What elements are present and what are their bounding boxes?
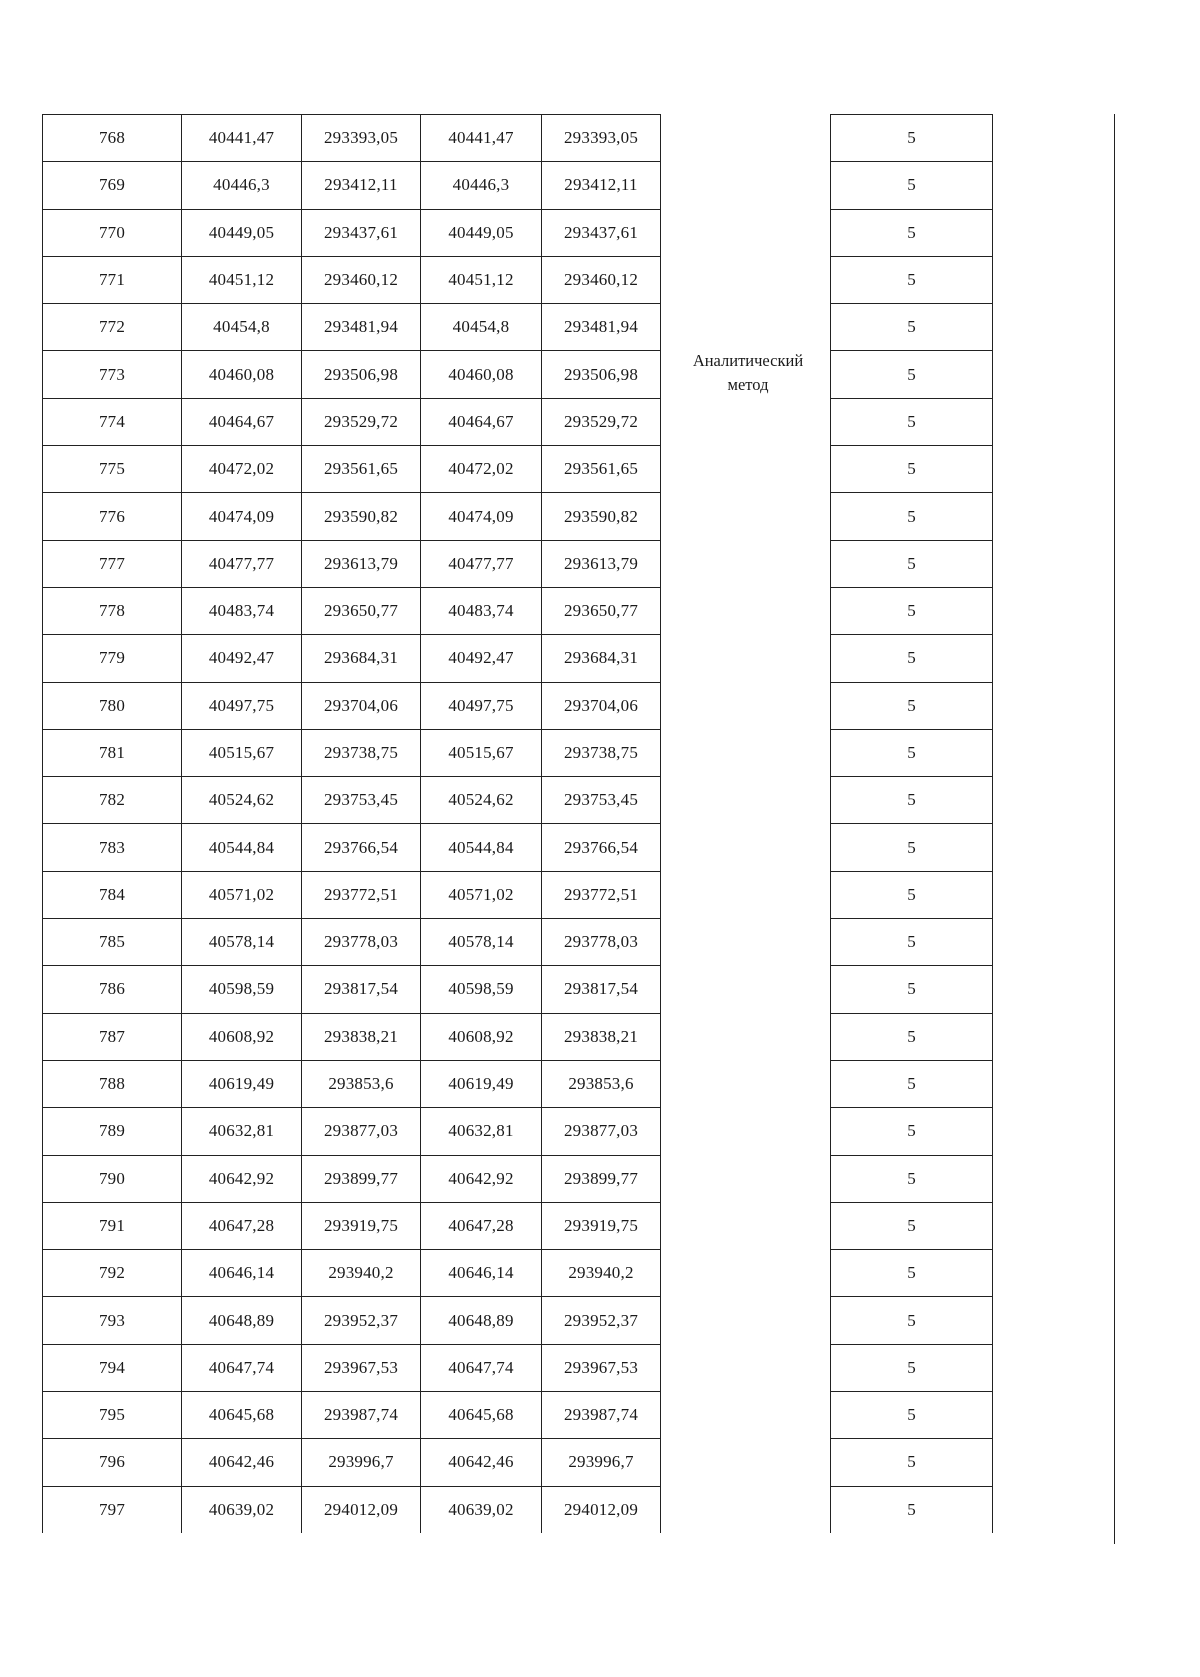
point-number-cell: 771 <box>43 256 182 303</box>
specified-x-cell: 40474,09 <box>421 493 542 540</box>
accuracy-row <box>831 682 993 729</box>
accuracy-cell: 5 <box>831 1108 993 1155</box>
accuracy-row <box>831 540 993 587</box>
specified-y-cell: 293684,31 <box>542 635 661 682</box>
existing-y-cell: 293899,77 <box>302 1155 421 1202</box>
specified-x-cell: 40451,12 <box>421 256 542 303</box>
coordinates-table-body <box>43 115 661 1533</box>
specified-y-cell: 293778,03 <box>542 919 661 966</box>
accuracy-row <box>831 729 993 776</box>
accuracy-cell: 5 <box>831 209 993 256</box>
table-row <box>43 1344 661 1391</box>
table-row <box>43 919 661 966</box>
accuracy-cell: 5 <box>831 1202 993 1249</box>
existing-x-cell: 40578,14 <box>182 919 302 966</box>
specified-x-cell: 40464,67 <box>421 398 542 445</box>
point-number-cell: 795 <box>43 1392 182 1439</box>
existing-y-cell: 294012,09 <box>302 1486 421 1533</box>
existing-y-cell: 293853,6 <box>302 1060 421 1107</box>
point-number-cell: 783 <box>43 824 182 871</box>
existing-y-cell: 293590,82 <box>302 493 421 540</box>
point-number-cell: 778 <box>43 587 182 634</box>
existing-x-cell: 40441,47 <box>182 115 302 162</box>
point-number-cell: 781 <box>43 729 182 776</box>
existing-x-cell: 40464,67 <box>182 398 302 445</box>
existing-y-cell: 293766,54 <box>302 824 421 871</box>
specified-x-cell: 40571,02 <box>421 871 542 918</box>
specified-y-cell: 293940,2 <box>542 1250 661 1297</box>
accuracy-cell: 5 <box>831 351 993 398</box>
specified-x-cell: 40648,89 <box>421 1297 542 1344</box>
specified-y-cell: 293704,06 <box>542 682 661 729</box>
specified-y-cell: 293590,82 <box>542 493 661 540</box>
existing-x-cell: 40472,02 <box>182 446 302 493</box>
point-number-cell: 768 <box>43 115 182 162</box>
specified-y-cell: 293481,94 <box>542 304 661 351</box>
table-row <box>43 1439 661 1486</box>
existing-x-cell: 40571,02 <box>182 871 302 918</box>
accuracy-cell: 5 <box>831 256 993 303</box>
table-row <box>43 824 661 871</box>
point-number-cell: 796 <box>43 1439 182 1486</box>
accuracy-row <box>831 209 993 256</box>
table-row <box>43 635 661 682</box>
specified-y-cell: 293952,37 <box>542 1297 661 1344</box>
specified-x-cell: 40608,92 <box>421 1013 542 1060</box>
specified-x-cell: 40647,28 <box>421 1202 542 1249</box>
accuracy-cell: 5 <box>831 115 993 162</box>
specified-x-cell: 40446,3 <box>421 162 542 209</box>
table-row <box>43 1108 661 1155</box>
point-number-cell: 770 <box>43 209 182 256</box>
existing-y-cell: 293506,98 <box>302 351 421 398</box>
specified-y-cell: 293987,74 <box>542 1392 661 1439</box>
accuracy-row <box>831 824 993 871</box>
point-number-cell: 774 <box>43 398 182 445</box>
existing-y-cell: 293817,54 <box>302 966 421 1013</box>
existing-y-cell: 293650,77 <box>302 587 421 634</box>
specified-x-cell: 40497,75 <box>421 682 542 729</box>
accuracy-row <box>831 1155 993 1202</box>
table-row <box>43 1202 661 1249</box>
specified-y-cell: 293817,54 <box>542 966 661 1013</box>
existing-y-cell: 293877,03 <box>302 1108 421 1155</box>
accuracy-row <box>831 635 993 682</box>
point-number-cell: 769 <box>43 162 182 209</box>
table-row <box>43 777 661 824</box>
coordinates-table <box>42 114 661 1533</box>
accuracy-row <box>831 398 993 445</box>
table-row <box>43 871 661 918</box>
specified-x-cell: 40642,92 <box>421 1155 542 1202</box>
table-row <box>43 115 661 162</box>
specified-x-cell: 40639,02 <box>421 1486 542 1533</box>
accuracy-cell: 5 <box>831 162 993 209</box>
accuracy-cell: 5 <box>831 304 993 351</box>
specified-x-cell: 40472,02 <box>421 446 542 493</box>
existing-y-cell: 293996,7 <box>302 1439 421 1486</box>
existing-y-cell: 293481,94 <box>302 304 421 351</box>
accuracy-row <box>831 304 993 351</box>
table-row <box>43 729 661 776</box>
existing-y-cell: 293919,75 <box>302 1202 421 1249</box>
specified-x-cell: 40646,14 <box>421 1250 542 1297</box>
existing-y-cell: 293393,05 <box>302 115 421 162</box>
specified-y-cell: 293613,79 <box>542 540 661 587</box>
specified-y-cell: 293412,11 <box>542 162 661 209</box>
table-row <box>43 1155 661 1202</box>
point-number-cell: 784 <box>43 871 182 918</box>
accuracy-row <box>831 1392 993 1439</box>
specified-y-cell: 293738,75 <box>542 729 661 776</box>
accuracy-row <box>831 1013 993 1060</box>
specified-x-cell: 40619,49 <box>421 1060 542 1107</box>
accuracy-cell: 5 <box>831 1486 993 1533</box>
existing-x-cell: 40477,77 <box>182 540 302 587</box>
existing-y-cell: 293967,53 <box>302 1344 421 1391</box>
existing-y-cell: 293613,79 <box>302 540 421 587</box>
accuracy-row <box>831 1344 993 1391</box>
accuracy-cell: 5 <box>831 966 993 1013</box>
accuracy-cell: 5 <box>831 1392 993 1439</box>
accuracy-cell: 5 <box>831 682 993 729</box>
table-row <box>43 351 661 398</box>
specified-x-cell: 40449,05 <box>421 209 542 256</box>
existing-y-cell: 293529,72 <box>302 398 421 445</box>
table-row <box>43 1486 661 1533</box>
specified-x-cell: 40483,74 <box>421 587 542 634</box>
existing-x-cell: 40645,68 <box>182 1392 302 1439</box>
specified-y-cell: 293506,98 <box>542 351 661 398</box>
specified-x-cell: 40578,14 <box>421 919 542 966</box>
specified-y-cell: 293753,45 <box>542 777 661 824</box>
specified-x-cell: 40441,47 <box>421 115 542 162</box>
accuracy-row <box>831 777 993 824</box>
accuracy-row <box>831 1060 993 1107</box>
table-row <box>43 966 661 1013</box>
point-number-cell: 789 <box>43 1108 182 1155</box>
specified-x-cell: 40515,67 <box>421 729 542 776</box>
specified-y-cell: 293853,6 <box>542 1060 661 1107</box>
table-row <box>43 1297 661 1344</box>
table-row <box>43 1060 661 1107</box>
table-row <box>43 304 661 351</box>
accuracy-row <box>831 446 993 493</box>
table-row <box>43 446 661 493</box>
accuracy-cell: 5 <box>831 1344 993 1391</box>
point-number-cell: 785 <box>43 919 182 966</box>
existing-x-cell: 40646,14 <box>182 1250 302 1297</box>
point-number-cell: 780 <box>43 682 182 729</box>
accuracy-cell: 5 <box>831 1297 993 1344</box>
specified-x-cell: 40642,46 <box>421 1439 542 1486</box>
specified-x-cell: 40460,08 <box>421 351 542 398</box>
accuracy-row <box>831 1439 993 1486</box>
point-number-cell: 779 <box>43 635 182 682</box>
existing-y-cell: 293738,75 <box>302 729 421 776</box>
existing-x-cell: 40639,02 <box>182 1486 302 1533</box>
point-number-cell: 790 <box>43 1155 182 1202</box>
specified-y-cell: 293919,75 <box>542 1202 661 1249</box>
existing-y-cell: 293437,61 <box>302 209 421 256</box>
accuracy-row <box>831 1486 993 1533</box>
existing-x-cell: 40451,12 <box>182 256 302 303</box>
point-number-cell: 777 <box>43 540 182 587</box>
specified-y-cell: 293529,72 <box>542 398 661 445</box>
point-number-cell: 797 <box>43 1486 182 1533</box>
existing-y-cell: 293778,03 <box>302 919 421 966</box>
table-row <box>43 540 661 587</box>
existing-x-cell: 40524,62 <box>182 777 302 824</box>
existing-x-cell: 40544,84 <box>182 824 302 871</box>
specified-y-cell: 294012,09 <box>542 1486 661 1533</box>
existing-y-cell: 293753,45 <box>302 777 421 824</box>
specified-y-cell: 293967,53 <box>542 1344 661 1391</box>
existing-x-cell: 40647,28 <box>182 1202 302 1249</box>
specified-y-cell: 293766,54 <box>542 824 661 871</box>
existing-x-cell: 40460,08 <box>182 351 302 398</box>
method-label-line-2: метод <box>727 375 769 394</box>
accuracy-row <box>831 1202 993 1249</box>
existing-x-cell: 40483,74 <box>182 587 302 634</box>
specified-x-cell: 40645,68 <box>421 1392 542 1439</box>
existing-y-cell: 293772,51 <box>302 871 421 918</box>
accuracy-row <box>831 587 993 634</box>
accuracy-row <box>831 351 993 398</box>
table-row <box>43 1392 661 1439</box>
accuracy-cell: 5 <box>831 871 993 918</box>
existing-y-cell: 293561,65 <box>302 446 421 493</box>
table-row <box>43 587 661 634</box>
specified-x-cell: 40454,8 <box>421 304 542 351</box>
specified-x-cell: 40632,81 <box>421 1108 542 1155</box>
specified-y-cell: 293393,05 <box>542 115 661 162</box>
accuracy-cell: 5 <box>831 1439 993 1486</box>
existing-x-cell: 40446,3 <box>182 162 302 209</box>
point-number-cell: 787 <box>43 1013 182 1060</box>
specified-y-cell: 293561,65 <box>542 446 661 493</box>
specified-y-cell: 293996,7 <box>542 1439 661 1486</box>
accuracy-row <box>831 115 993 162</box>
accuracy-table-body <box>831 115 993 1533</box>
existing-x-cell: 40492,47 <box>182 635 302 682</box>
existing-y-cell: 293987,74 <box>302 1392 421 1439</box>
specified-y-cell: 293437,61 <box>542 209 661 256</box>
accuracy-cell: 5 <box>831 493 993 540</box>
specified-x-cell: 40524,62 <box>421 777 542 824</box>
existing-x-cell: 40497,75 <box>182 682 302 729</box>
accuracy-cell: 5 <box>831 919 993 966</box>
table-row <box>43 256 661 303</box>
accuracy-table <box>830 114 993 1533</box>
point-number-cell: 786 <box>43 966 182 1013</box>
point-number-cell: 791 <box>43 1202 182 1249</box>
existing-x-cell: 40598,59 <box>182 966 302 1013</box>
point-number-cell: 775 <box>43 446 182 493</box>
point-number-cell: 773 <box>43 351 182 398</box>
specified-x-cell: 40647,74 <box>421 1344 542 1391</box>
accuracy-cell: 5 <box>831 1250 993 1297</box>
accuracy-row <box>831 966 993 1013</box>
table-row <box>43 209 661 256</box>
method-label-line-1: Аналитический <box>692 351 804 370</box>
specified-y-cell: 293899,77 <box>542 1155 661 1202</box>
accuracy-cell: 5 <box>831 540 993 587</box>
point-number-cell: 788 <box>43 1060 182 1107</box>
existing-x-cell: 40608,92 <box>182 1013 302 1060</box>
existing-x-cell: 40632,81 <box>182 1108 302 1155</box>
accuracy-row <box>831 256 993 303</box>
existing-y-cell: 293952,37 <box>302 1297 421 1344</box>
existing-x-cell: 40515,67 <box>182 729 302 776</box>
accuracy-cell: 5 <box>831 1013 993 1060</box>
accuracy-cell: 5 <box>831 824 993 871</box>
existing-x-cell: 40619,49 <box>182 1060 302 1107</box>
right-border-line <box>1114 114 1115 1544</box>
existing-y-cell: 293704,06 <box>302 682 421 729</box>
accuracy-row <box>831 871 993 918</box>
existing-y-cell: 293940,2 <box>302 1250 421 1297</box>
table-row <box>43 493 661 540</box>
specified-x-cell: 40598,59 <box>421 966 542 1013</box>
accuracy-cell: 5 <box>831 777 993 824</box>
existing-x-cell: 40449,05 <box>182 209 302 256</box>
point-number-cell: 794 <box>43 1344 182 1391</box>
accuracy-row <box>831 1108 993 1155</box>
point-number-cell: 776 <box>43 493 182 540</box>
accuracy-row <box>831 493 993 540</box>
accuracy-cell: 5 <box>831 446 993 493</box>
existing-x-cell: 40642,46 <box>182 1439 302 1486</box>
existing-y-cell: 293412,11 <box>302 162 421 209</box>
point-number-cell: 772 <box>43 304 182 351</box>
existing-y-cell: 293460,12 <box>302 256 421 303</box>
specified-y-cell: 293838,21 <box>542 1013 661 1060</box>
point-number-cell: 793 <box>43 1297 182 1344</box>
specified-x-cell: 40477,77 <box>421 540 542 587</box>
accuracy-cell: 5 <box>831 1155 993 1202</box>
table-row <box>43 162 661 209</box>
specified-x-cell: 40544,84 <box>421 824 542 871</box>
specified-y-cell: 293877,03 <box>542 1108 661 1155</box>
accuracy-row <box>831 919 993 966</box>
accuracy-row <box>831 162 993 209</box>
existing-x-cell: 40647,74 <box>182 1344 302 1391</box>
existing-x-cell: 40454,8 <box>182 304 302 351</box>
existing-x-cell: 40642,92 <box>182 1155 302 1202</box>
existing-x-cell: 40648,89 <box>182 1297 302 1344</box>
accuracy-row <box>831 1297 993 1344</box>
point-number-cell: 792 <box>43 1250 182 1297</box>
existing-x-cell: 40474,09 <box>182 493 302 540</box>
point-number-cell: 782 <box>43 777 182 824</box>
accuracy-cell: 5 <box>831 587 993 634</box>
table-row <box>43 682 661 729</box>
table-row <box>43 1250 661 1297</box>
accuracy-row <box>831 1250 993 1297</box>
table-row <box>43 1013 661 1060</box>
specified-y-cell: 293772,51 <box>542 871 661 918</box>
accuracy-cell: 5 <box>831 1060 993 1107</box>
accuracy-cell: 5 <box>831 398 993 445</box>
accuracy-cell: 5 <box>831 729 993 776</box>
table-row <box>43 398 661 445</box>
existing-y-cell: 293838,21 <box>302 1013 421 1060</box>
specified-y-cell: 293650,77 <box>542 587 661 634</box>
method-label <box>668 349 828 397</box>
specified-y-cell: 293460,12 <box>542 256 661 303</box>
existing-y-cell: 293684,31 <box>302 635 421 682</box>
accuracy-cell: 5 <box>831 635 993 682</box>
specified-x-cell: 40492,47 <box>421 635 542 682</box>
